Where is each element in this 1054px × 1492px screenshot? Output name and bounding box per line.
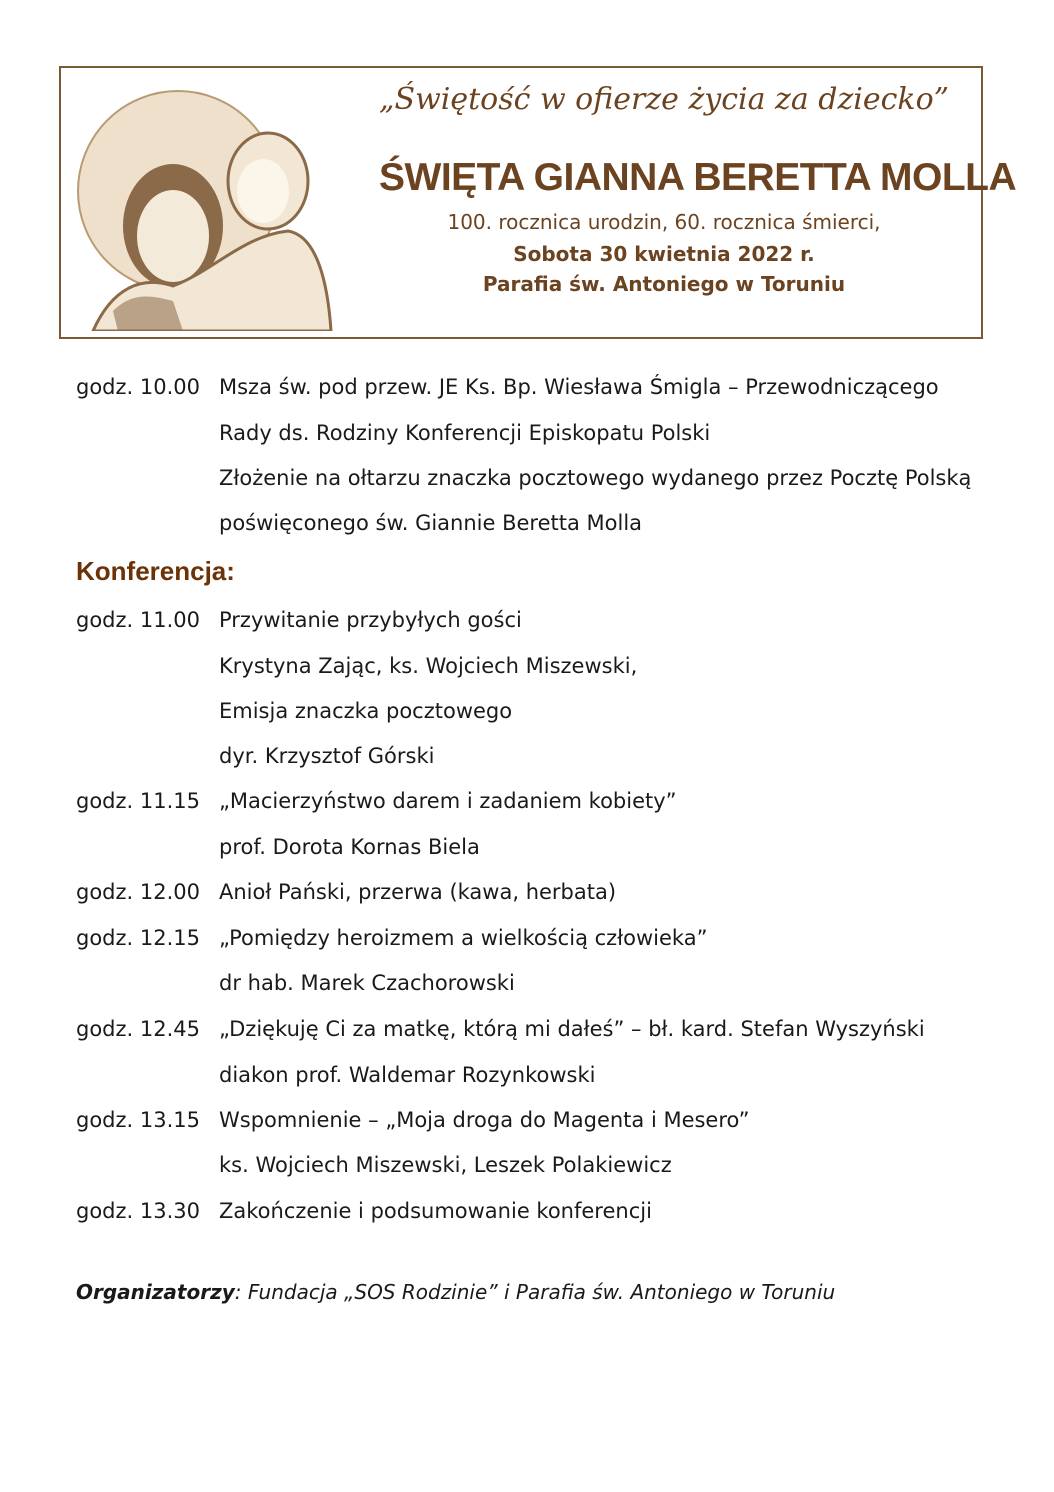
event-time: godz. 10.00 [76, 375, 201, 399]
event-line: „Dziękuję Ci za matkę, którą mi dałeś” – bł. kard. Stefan Wyszyński [219, 1017, 925, 1041]
event-line: Rady ds. Rodziny Konferencji Episkopatu Polski [219, 421, 711, 445]
event-date: Sobota 30 kwietnia 2022 r. [513, 242, 815, 266]
event-time: godz. 11.15 [76, 789, 201, 813]
organizers-label: Organizatorzy [76, 1280, 235, 1304]
anniversary-line: 100. rocznica urodzin, 60. rocznica śmierci, [447, 210, 881, 234]
event-line: dr hab. Marek Czachorowski [219, 971, 515, 995]
event-line: diakon prof. Waldemar Rozynkowski [219, 1063, 596, 1087]
event-time: godz. 13.30 [76, 1199, 201, 1223]
event-line: prof. Dorota Kornas Biela [219, 835, 480, 859]
event-line: dyr. Krzysztof Górski [219, 744, 435, 768]
event-line: Emisja znaczka pocztowego [219, 699, 513, 723]
conference-heading: Konferencja: [76, 556, 235, 586]
event-line: Krystyna Zając, ks. Wojciech Miszewski, [219, 654, 638, 678]
event-time: godz. 12.15 [76, 926, 201, 950]
event-line: Przywitanie przybyłych gości [219, 608, 522, 632]
event-line: Msza św. pod przew. JE Ks. Bp. Wiesława Śmigla – Przewodniczącego [219, 375, 939, 399]
event-line: Złożenie na ołtarzu znaczka pocztowego wydanego przez Pocztę Polską [219, 466, 972, 490]
header-box [59, 66, 1017, 339]
event-line: „Pomiędzy heroizmem a wielkością człowieka” [219, 926, 708, 950]
parish-name: Parafia św. Antoniego w Toruniu [482, 272, 846, 296]
event-time: godz. 13.15 [76, 1108, 201, 1132]
event-line: Anioł Pański, przerwa (kawa, herbata) [219, 880, 617, 904]
saint-name: ŚWIĘTA GIANNA BERETTA MOLLA [379, 156, 1017, 199]
event-line: ks. Wojciech Miszewski, Leszek Polakiewicz [219, 1153, 672, 1177]
event-line: Zakończenie i podsumowanie konferencji [219, 1199, 652, 1223]
event-time: godz. 12.45 [76, 1017, 201, 1041]
organizers-text: : Fundacja „SOS Rodzinie” i Parafia św. Antoniego w Toruniu [234, 1280, 836, 1304]
event-line: „Macierzyństwo darem i zadaniem kobiety” [219, 789, 677, 813]
portrait-illustration [73, 86, 333, 331]
motto: „Świętość w ofierze życia za dziecko” [379, 82, 949, 117]
event-time: godz. 12.00 [76, 880, 201, 904]
event-time: godz. 11.00 [76, 608, 201, 632]
event-line: Wspomnienie – „Moja droga do Magenta i Mesero” [219, 1108, 750, 1132]
organizers [76, 1280, 835, 1304]
event-line: poświęconego św. Giannie Beretta Molla [219, 511, 643, 535]
